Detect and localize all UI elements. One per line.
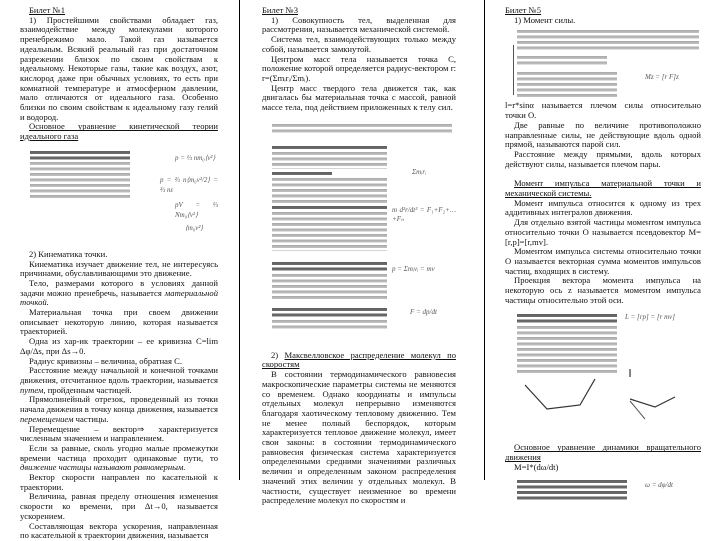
term: путем: [20, 384, 44, 395]
formula: M=I*(dω/dt): [514, 461, 559, 472]
section-heading: Основное уравнение динамики вращательного движения: [505, 442, 701, 463]
section-number: 2): [271, 349, 279, 360]
section-heading: Основное уравнение кинетической теории идеального газа: [20, 121, 218, 142]
paragraph: Одна из хар-ик траектории – ее кривизна C=lim Δφ/Δs, при Δs→0.: [20, 336, 218, 356]
paragraph: Величина, равная пределу отношения изменения скорости ко времени, при Δt→0, называется ускорением.: [20, 491, 218, 521]
paragraph: Составляющая вектора ускорения, направленная по касательной к траектории движения, называется: [20, 520, 218, 541]
text: Если за равные, сколь угодно малые промежутки времени частица проходит одинаковые пути, то: [20, 442, 218, 463]
paragraph: Проекция вектора момента импульса на некоторую ось z называется моментом импульса частицы относительно этой оси.: [505, 275, 701, 305]
vector-diagram: [505, 369, 701, 439]
paragraph: Система тел, взаимодействующих только между собой, называется замкнутой.: [262, 34, 456, 54]
text: Расстояние между начальной и конечной точками движения, отсчитанное вдоль траектории, называется: [20, 365, 218, 385]
paragraph: Перемещение – вектор⇒ характеризуется численным значением и направлением.: [20, 423, 218, 444]
paragraph: 1) Простейшими свойствами обладает газ, взаимодействие между молекулами которого пренебрежимо мало. Такой газ называется идеальным. Всякий реальный газ при достаточном разрежении близок по своим свойствам к идеальному. Некоторые газы, такие как воздух, азот, кислород даже при обычных условиях, то есть при комнатной температуре и атмосферном давлении, мало отличаются от идеального газа. Особенно близки по своим свойствам к идеальному газу гелий и водород.: [20, 14, 218, 122]
paragraph: Материальная точка при своем движении описывает некоторую линию, которая называется траекторией.: [20, 307, 218, 337]
term: движение частицы называют равномерным.: [20, 462, 186, 473]
paragraph: [20, 279, 218, 308]
paragraph: Моментом импульса системы относительно точки O называется векторная сумма моментов импульсов частиц, входящих в систему.: [505, 246, 701, 276]
text: частицы.: [73, 413, 109, 424]
section-heading: 2) Кинематика точки.: [29, 248, 108, 259]
paragraph: l=r*sinα называется плечом силы относительно точки O.: [505, 100, 701, 121]
paragraph: [20, 366, 218, 395]
term: материальной точкой.: [20, 287, 218, 308]
paragraph: Две равные по величине противоположно направленные силы, не действующие вдоль одной прямой, называются парой сил.: [505, 119, 701, 150]
text: Прямолинейный отрезок, проведенный из точки начала движения в точку конца движения, называется: [20, 394, 218, 415]
section-heading: 1) Момент силы.: [514, 14, 576, 25]
ticket-title: Билет №5: [505, 5, 542, 15]
ticket-title: Билет №1: [29, 5, 66, 15]
vector-diagram-figure: L = [rp] = [r mv]: [505, 313, 701, 439]
paragraph: 1) Совокупность тел, выделенная для рассмотрения, называется механической системой.: [262, 14, 456, 35]
scanned-figure: ω = dφ/dt: [505, 477, 701, 517]
column-divider: [239, 0, 240, 480]
scanned-figure: Σmᵢrᵢ m d²r/dt² = F₁+F₂+…+Fₙ p = Σmᵢvᵢ = mv F = dp/dt: [262, 123, 456, 345]
text: Тело, размерами которого в условиях данной задачи можно пренебречь, называется: [20, 277, 218, 298]
paragraph: Центр масс твердого тела движется так, как двигалась бы материальная точка с массой, равной массе тела, под действием приложенных к телу сил.: [262, 82, 456, 113]
section-heading: Момент импульса материальной точки и механической системы.: [505, 178, 701, 199]
section-title: Максвелловское распределение молекул по скоростям: [262, 349, 456, 370]
column-divider: [484, 0, 485, 480]
paragraph: Вектор скорости направлен по касательной к траектории.: [20, 472, 218, 492]
term: перемещением: [20, 413, 74, 424]
paragraph: Центром масс тела называется точка C, положение которой определяется радиус-вектором r: r=(Σmᵢrᵢ/Σmᵢ).: [262, 53, 456, 83]
ticket-title: Билет №3: [262, 5, 299, 15]
text: , пройденным частицей.: [43, 384, 132, 395]
section-heading: [262, 351, 456, 370]
paragraph: [20, 395, 218, 424]
paragraph: Момент импульса относится к одному из трех аддитивных интегралов движения.: [505, 197, 701, 218]
scanned-figure: Mz = [r F]z: [505, 27, 701, 99]
paragraph: [20, 444, 218, 473]
paragraph: Для отдельно взятой частицы моментом импульса относительно точки O называется псевдовектор M=[r,p]=[r,mv].: [505, 217, 701, 247]
paragraph: В состоянии термодинамического равновесия макроскопические параметры системы не меняются со временем. Однако координаты и импульсы отдельных молекул непрерывно изменяются благодаря хаотическому тепловому движению. Тем не менее полный беспорядок, которым характеризуется тепловое движение молекул, имеет свои законы: в состоянии термодинамического равновесия физическая система характеризуется определенными средними значениями различных величин и определенным законом распределения значений этих величин у отдельных молекул. В частности, существует неизменное во времени распределение молекул по скоростям и: [262, 369, 456, 506]
paragraph: Радиус кривизны – величина, обратная C.: [29, 355, 182, 366]
paragraph: Расстояние между прямыми, вдоль которых действуют силы, называется плечом пары.: [505, 148, 701, 169]
column-ticket-1: [20, 6, 218, 541]
column-ticket-5: [505, 6, 701, 521]
scanned-figure: p = ⅓ nm₀⟨v²⟩ p = ⅔ n⟨m₀v²/2⟩ = ⅔ nε pV = ⅓ Nm₀⟨v²⟩ ⟨m₀v²⟩: [20, 146, 218, 244]
column-ticket-3: [262, 6, 456, 506]
paragraph: Кинематика изучает движение тел, не интересуясь причинами, обуславливающими это движение.: [20, 258, 218, 279]
